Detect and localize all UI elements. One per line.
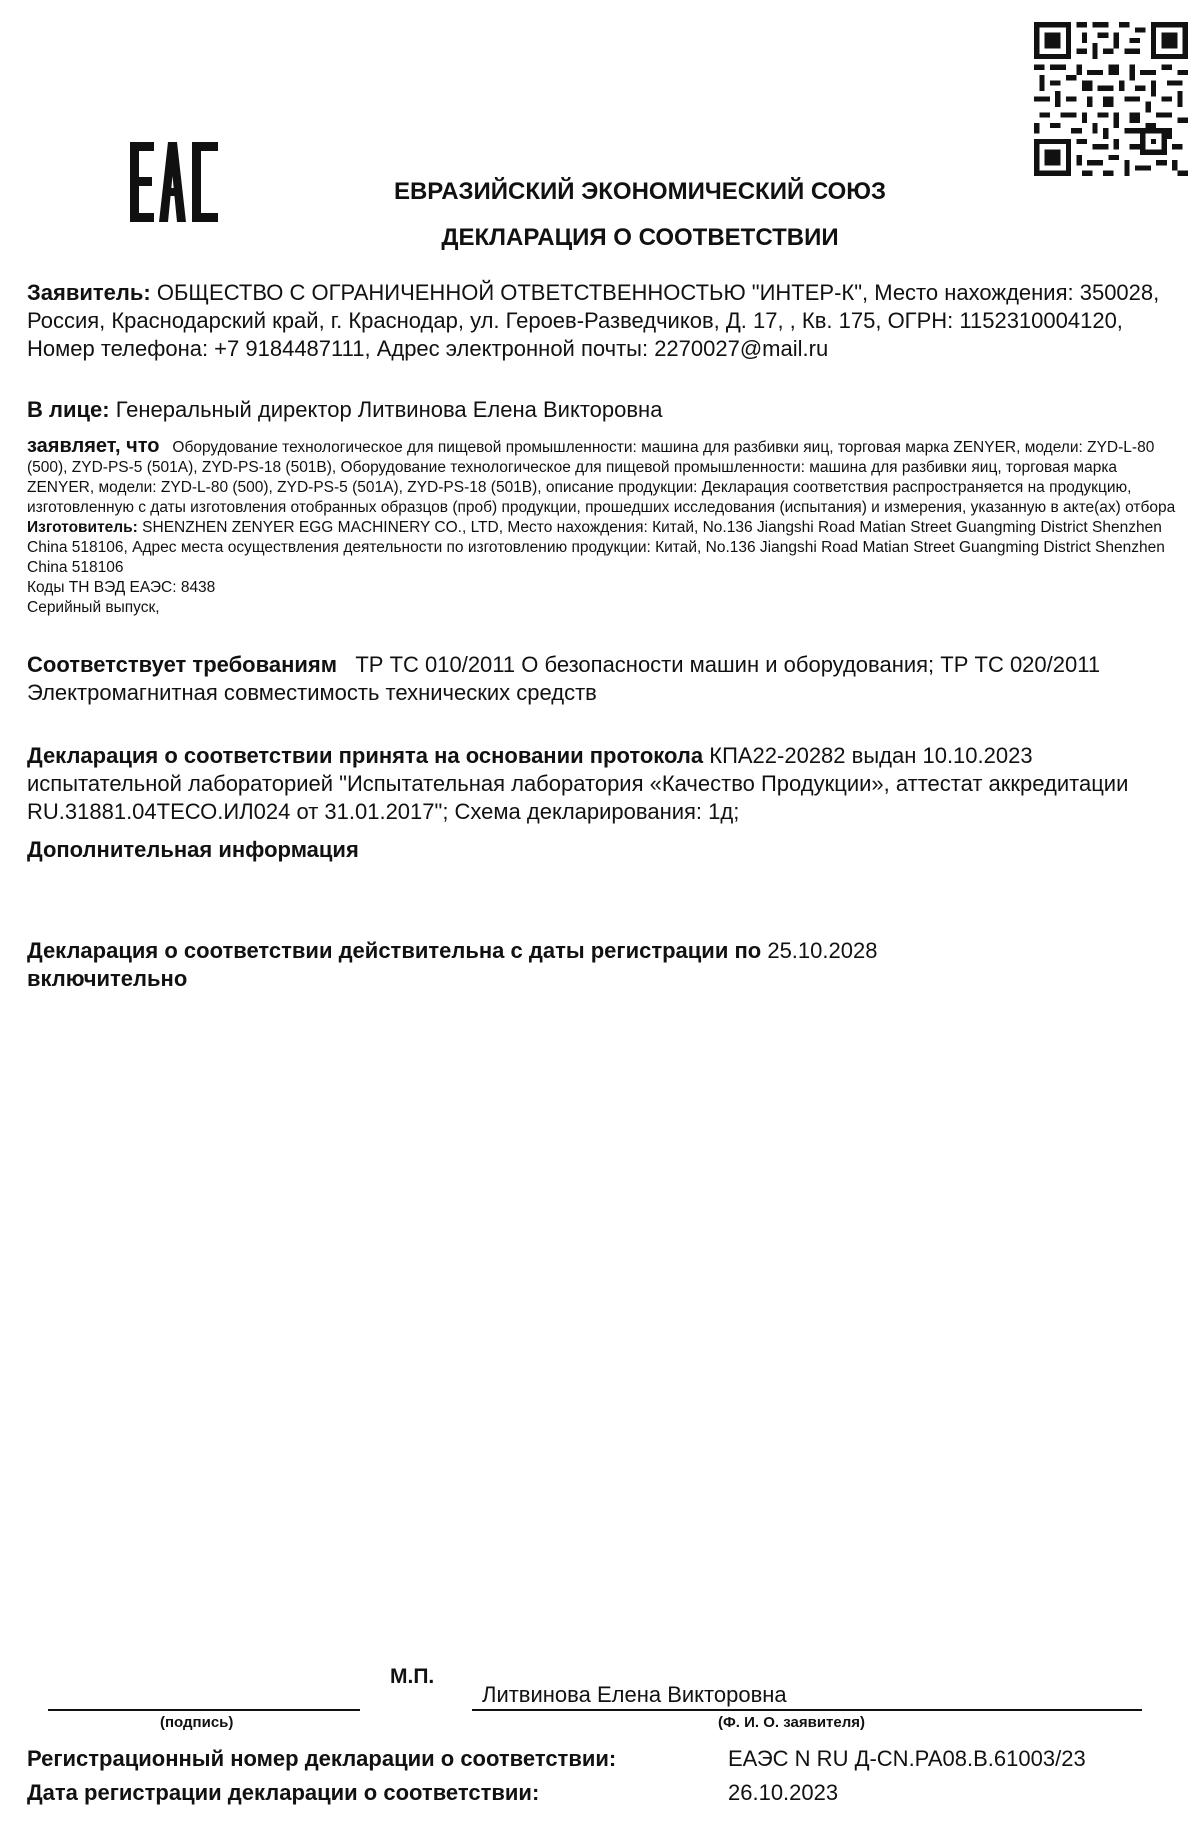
requirements-text: ТР ТС 010/2011 О безопасности машин и оборудования; ТР ТС 020/2011 Электромагнитная совместимость технических средств [27, 652, 1101, 705]
manufacturer-label: Изготовитель: [27, 519, 138, 536]
additional-info-section [27, 836, 1177, 864]
union-title: ЕВРАЗИЙСКИЙ ЭКОНОМИЧЕСКИЙ СОЮЗ [393, 178, 887, 205]
applicant-text: ОБЩЕСТВО С ОГРАНИЧЕННОЙ ОТВЕТСТВЕННОСТЬЮ "ИНТЕР-К", Место нахождения: 350028, Россия, Краснодарский край, г. Краснодар, ул. Героев-Разведчиков, Д. 17, , Кв. 175, ОГРН: 1152310004120, Номер телефона: +7 9184487111, Адрес электронной почты: 2270027@mail.ru [27, 280, 1160, 361]
representative-text: Генеральный директор Литвинова Елена Викторовна [115, 397, 663, 422]
registration-date: 26.10.2023 [728, 1780, 839, 1805]
representative-section [27, 396, 1177, 424]
applicant-name: Литвинова Елена Викторовна [482, 1682, 787, 1707]
requirements-section [27, 651, 1177, 707]
document-title: ДЕКЛАРАЦИЯ О СООТВЕТСТВИИ [441, 224, 839, 251]
serial-production: Серийный выпуск, [27, 599, 160, 616]
declares-section [27, 436, 1177, 618]
hs-codes: Коды ТН ВЭД ЕАЭС: 8438 [27, 579, 216, 596]
declares-text: Оборудование технологическое для пищевой промышленности: машина для разбивки яиц, торговая марка ZENYER, модели: ZYD-L-80 (500), ZYD-PS-5 (501A), ZYD-PS-18 (501B), Оборудование технологическое для пищевой промышленности: машина для разбивки яиц, торговая марка ZENYER, модели: ZYD-L-80 (500), ZYD-PS-5 (501A), ZYD-PS-18 (501B), описание продукции: Декларация соответствия распространяется на продукцию, изготовленную с даты изготовления отобранных образцов (проб) продукции, прошедших исследования (испытания) и измерения, указанную в акте(ах) отбора [27, 439, 1176, 516]
registration-number-label: Регистрационный номер декларации о соответствии: [27, 1746, 617, 1771]
applicant-section [27, 279, 1177, 363]
validity-suffix: включительно [27, 966, 188, 991]
registration-number: ЕАЭС N RU Д-CN.РА08.В.61003/23 [728, 1746, 1086, 1771]
validity-label: Декларация о соответствии действительна с даты регистрации по [27, 938, 762, 963]
requirements-label: Соответствует требованиям [27, 652, 337, 677]
applicant-label: Заявитель: [27, 280, 151, 305]
signature-caption: (подпись) [160, 1714, 234, 1731]
basis-section [27, 742, 1177, 826]
name-caption: (Ф. И. О. заявителя) [718, 1714, 866, 1731]
validity-date: 25.10.2028 [767, 938, 878, 963]
representative-label: В лице: [27, 397, 110, 422]
declares-label: заявляет, что [27, 435, 160, 457]
qr-code [1034, 22, 1188, 176]
manufacturer-text: SHENZHEN ZENYER EGG MACHINERY CO., LTD, Место нахождения: Китай, No.136 Jiangshi Road Matian Street Guangming District Shenzhen China 518106, Адрес места осуществления деятельности по изготовлению продукции: Китай, No.136 Jiangshi Road Matian Street Guangming District Shenzhen China 518106 [27, 519, 1165, 576]
additional-info-label: Дополнительная информация [27, 837, 359, 862]
validity-section [27, 937, 1177, 993]
registration-date-label: Дата регистрации декларации о соответствии: [27, 1780, 540, 1805]
stamp-place: М.П. [390, 1665, 435, 1688]
signature-line [48, 1709, 360, 1711]
name-line [472, 1709, 1142, 1711]
basis-label: Декларация о соответствии принята на основании протокола [27, 743, 704, 768]
basis-text: КПА22-20282 выдан 10.10.2023 испытательной лабораторией "Испытательная лаборатория «Качество Продукции», аттестат аккредитации RU.31881.04ТЕСО.ИЛ024 от 31.01.2017"; Схема декларирования: 1д; [27, 743, 1129, 824]
